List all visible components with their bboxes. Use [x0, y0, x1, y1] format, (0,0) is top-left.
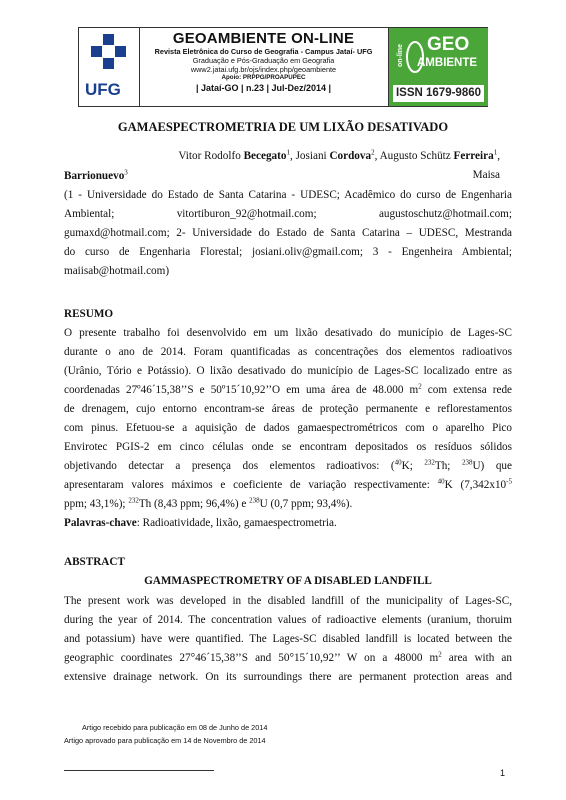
text-line: com pinus. Efetuou-se a aquisição de dados gamaespectrométricos com o aparelho Pico — [64, 422, 512, 434]
support-line: Apoio: PRPPG/PROAPUPEC — [221, 74, 306, 81]
author-name: , Augusto Schütz — [374, 150, 454, 162]
resumo-heading: RESUMO — [64, 308, 114, 320]
abstract-text — [64, 592, 512, 687]
affiliation-mark: 3 — [124, 168, 128, 177]
affiliation-line: (1 - Universidade do Estado de Santa Catarina - UDESC; Acadêmico do curso de Engenharia — [64, 189, 512, 201]
journal-name: GEOAMBIENTE ON-LINE — [172, 30, 355, 47]
authors-line-2 — [64, 167, 500, 186]
text-fragment: U (0,7 ppm; 93,4%). — [259, 498, 353, 510]
superscript: 2 — [438, 650, 442, 659]
page-number: 1 — [500, 768, 506, 778]
superscript: 238 — [249, 496, 260, 505]
logo-square — [115, 46, 126, 57]
text-line: during the year of 2014. The concentration values of radioactive elements (uranium, thoruim — [64, 614, 512, 626]
author-surname: Becegato — [243, 150, 287, 162]
superscript: 232 — [128, 496, 139, 505]
logo-square — [91, 46, 102, 57]
text-fragment: geographic coordinates 27°46´15,38’’S and 50°15´10,92’’ W on a 48000 m — [64, 652, 439, 664]
affiliations — [64, 186, 512, 281]
text-fragment: Th; — [434, 460, 462, 472]
text-fragment: K (7,342x10 — [444, 479, 507, 491]
author-name: Vitor Rodolfo — [178, 150, 244, 162]
superscript: 238 — [461, 458, 473, 467]
footnote-divider — [64, 770, 214, 771]
issue-info: | Jataí-GO | n.23 | Jul-Dez/2014 | — [195, 83, 332, 93]
text-line — [64, 457, 512, 476]
superscript: 232 — [424, 458, 435, 467]
text-line: (Urânio, Tório e Potássio). O lixão desativado do município de Lages-SC localizado entre as — [64, 365, 512, 377]
author-name: , Josiani — [289, 150, 330, 162]
text-fragment: objetivando detectar a presença dos elementos radioativos: ( — [64, 460, 395, 472]
geoambiente-logo-mark — [393, 32, 484, 84]
footnote-approved: Artigo aprovado para publicação em 14 de Novembro de 2014 — [64, 736, 266, 745]
logo-ring-icon — [405, 40, 425, 74]
text-line — [64, 495, 512, 514]
journal-subtitle: Revista Eletrônica do Curso de Geografia - Campus Jataí- UFG — [154, 47, 373, 56]
footnote-received: Artigo recebido para publicação em 08 de Junho de 2014 — [82, 723, 268, 732]
author-surname: Barrionuevo — [64, 170, 125, 182]
superscript: 2 — [418, 382, 422, 391]
ufg-logo — [79, 28, 140, 106]
author-surname: Ferreira — [453, 150, 494, 162]
text-line: O presente trabalho foi desenvolvido em um lixão desativado do município de Lages-SC — [64, 327, 512, 339]
affiliation-mark: 1 — [493, 148, 498, 157]
logo-square — [103, 34, 114, 45]
journal-info — [140, 28, 387, 106]
text-fragment: ppm; 43,1%); — [64, 498, 129, 510]
affiliation-mark: 1 — [286, 148, 290, 157]
text-fragment: area with an — [441, 652, 512, 664]
keywords: : Radioatividade, lixão, gamaespectrometria. — [136, 517, 337, 529]
text-line — [64, 381, 512, 400]
logo-online-text: on-line — [396, 44, 404, 67]
text-line: The present work was developed in the disabled landfill of the municipality of Lages-SC, — [64, 595, 512, 607]
paper-title: GAMAESPECTROMETRIA DE UM LIXÃO DESATIVADO — [117, 120, 449, 134]
affiliation-line: do curso de Engenharia Florestal; josiani.oliv@gmail.com; 3 - Engenheira Ambiental; — [64, 246, 512, 258]
program-name: Graduação e Pós-Graduação em Geografia — [192, 56, 335, 65]
superscript: 40 — [394, 458, 402, 467]
affiliation-mark: 2 — [371, 148, 375, 157]
text-line: extensive drainage network. On its surroundings there are permanent protection areas and — [64, 671, 512, 683]
abstract-heading: ABSTRACT — [64, 556, 125, 568]
superscript: -5 — [506, 477, 512, 486]
text-fragment: Th (8,43 ppm; 96,4%) e — [138, 498, 250, 510]
text-line — [64, 649, 512, 668]
resumo-text — [64, 324, 512, 533]
text-fragment: coordenadas 27º46´15,38’’S e 50º15´10,92’’O em uma área de 48.000 m — [64, 384, 419, 396]
text-fragment: U) que — [472, 460, 512, 472]
author-surname: Cordova — [329, 150, 372, 162]
text-line — [64, 476, 512, 495]
keywords-label: Palavras-chave — [64, 517, 137, 529]
author-name: , Maisa — [472, 150, 500, 181]
logo-geo-text: GEO — [427, 34, 470, 55]
text-fragment: apresentaram valores máximos e coeficiente de variação respectivamente: — [64, 479, 438, 491]
journal-url: www2.jatai.ufg.br/ojs/index.php/geoambiente — [190, 65, 337, 74]
text-line: de drenagem, cujo entorno encontram-se áreas de proteção permanente e reflorestamentos — [64, 403, 512, 415]
journal-header-banner — [78, 27, 488, 107]
keywords-line — [64, 514, 512, 533]
superscript: 40 — [437, 477, 445, 486]
ufg-logo-text: UFG — [85, 80, 121, 99]
affiliation-line: Ambiental; vitortiburon_92@hotmail.com; augustoschutz@hotmail.com; — [64, 208, 512, 220]
geoambiente-logo — [388, 28, 488, 106]
text-line: Envirotec PGIS-2 em cinco células onde se encontram depositados os resíduos sólidos — [64, 441, 512, 453]
text-fragment: K; — [401, 460, 425, 472]
abstract-title: GAMMASPECTROMETRY OF A DISABLED LANDFILL — [144, 575, 432, 587]
text-line: and potassium) have were quantified. The Lages-SC disabled landfill is located between the — [64, 633, 512, 645]
text-line: durante o ano de 2014. Foram quantificadas as concentrações dos elementos radioativos — [64, 346, 512, 358]
issn-label: ISSN 1679-9860 — [393, 85, 484, 102]
affiliation-line: gumaxd@hotmail.com; 2- Universidade do Estado de Santa Catarina – UDESC, Mestranda — [64, 227, 512, 239]
logo-square — [103, 58, 114, 69]
text-fragment: com extensa rede — [421, 384, 512, 396]
logo-ambiente-text: AMBIENTE — [417, 57, 478, 69]
affiliation-line: maiisab@hotmail.com) — [64, 265, 170, 277]
